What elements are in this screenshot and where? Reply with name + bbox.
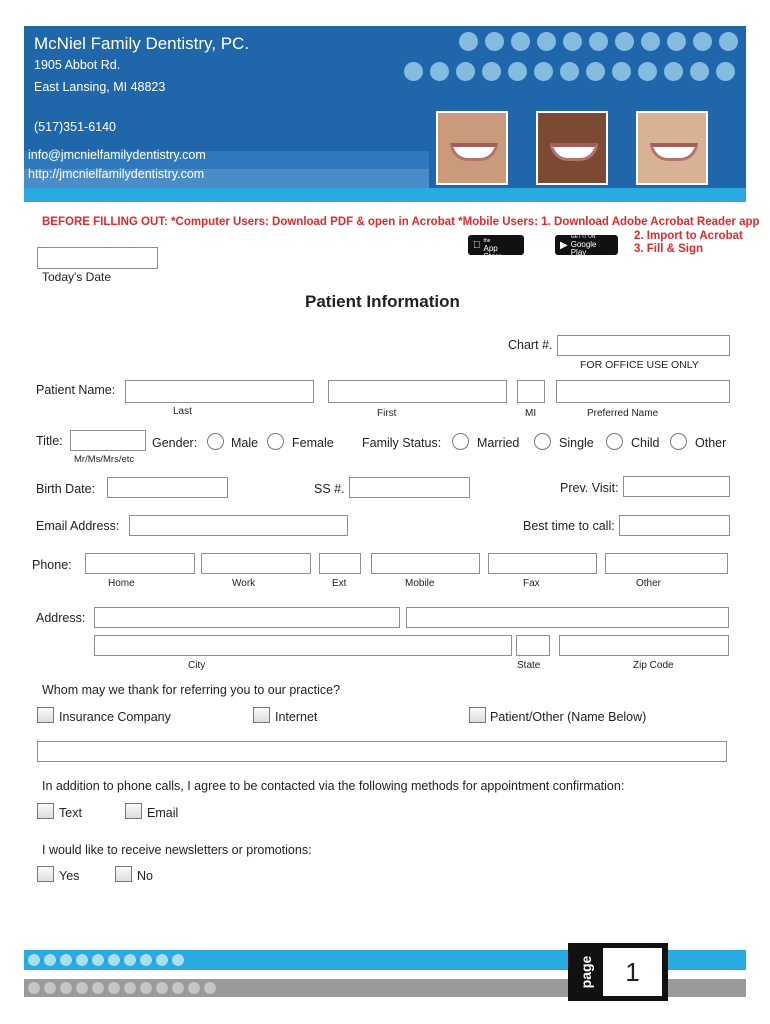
referral-insurance-label: Insurance Company bbox=[59, 710, 171, 724]
title-caption: Mr/Ms/Mrs/etc bbox=[74, 454, 135, 465]
referral-insurance-checkbox[interactable] bbox=[37, 707, 54, 723]
preferred-name-caption: Preferred Name bbox=[587, 408, 659, 419]
referral-internet-label: Internet bbox=[275, 710, 318, 724]
page-number: 1 bbox=[603, 948, 662, 996]
badge-label: Google Play bbox=[570, 240, 597, 257]
zip-code-caption: Zip Code bbox=[633, 660, 674, 671]
phone-fax-field[interactable] bbox=[488, 553, 597, 574]
status-single-label: Single bbox=[559, 436, 594, 450]
practice-website: http://jmcnielfamilydentistry.com bbox=[28, 167, 205, 181]
phone-home-caption: Home bbox=[108, 578, 135, 589]
phone-label: Phone: bbox=[32, 558, 72, 572]
badge-caption: Download on the bbox=[476, 238, 514, 244]
status-other-radio[interactable] bbox=[670, 433, 687, 450]
chart-number-field[interactable] bbox=[557, 335, 730, 356]
phone-other-caption: Other bbox=[636, 578, 662, 589]
ss-label: SS #. bbox=[314, 482, 345, 496]
contact-email-checkbox[interactable] bbox=[125, 803, 142, 819]
preferred-name-field[interactable] bbox=[556, 380, 730, 403]
gender-female-label: Female bbox=[292, 436, 334, 450]
phone-ext-field[interactable] bbox=[319, 553, 361, 574]
address-line1: 1905 Abbot Rd. bbox=[34, 58, 121, 72]
chart-label: Chart #. bbox=[508, 338, 553, 352]
status-other-label: Other bbox=[695, 436, 727, 450]
referral-internet-checkbox[interactable] bbox=[253, 707, 270, 723]
instructions-notice: BEFORE FILLING OUT: *Computer Users: Download PDF & open in Acrobat *Mobile Users: 1. Download Adobe Acrobat Reader app bbox=[42, 216, 760, 228]
practice-phone: (517)351-6140 bbox=[34, 120, 117, 134]
instructions-step3: 3. Fill & Sign bbox=[634, 243, 704, 255]
smile-photo bbox=[436, 111, 508, 185]
middle-initial-field[interactable] bbox=[517, 380, 545, 403]
first-name-field[interactable] bbox=[328, 380, 507, 403]
birth-date-label: Birth Date: bbox=[36, 482, 96, 496]
newsletter-question: I would like to receive newsletters or promotions: bbox=[42, 843, 312, 857]
phone-home-field[interactable] bbox=[85, 553, 195, 574]
status-child-label: Child bbox=[631, 436, 660, 450]
office-use-note: FOR OFFICE USE ONLY bbox=[580, 359, 699, 371]
patient-name-label: Patient Name: bbox=[36, 383, 116, 397]
smile-photo bbox=[536, 111, 608, 185]
practice-name: McNiel Family Dentistry, PC. bbox=[34, 34, 250, 53]
city-field[interactable] bbox=[94, 635, 512, 656]
contact-text-checkbox[interactable] bbox=[37, 803, 54, 819]
title-label: Title: bbox=[36, 434, 63, 448]
status-married-radio[interactable] bbox=[452, 433, 469, 450]
email-field[interactable] bbox=[129, 515, 348, 536]
phone-fax-caption: Fax bbox=[523, 578, 540, 589]
gender-label: Gender: bbox=[152, 436, 198, 450]
newsletter-no-label: No bbox=[137, 869, 153, 883]
play-icon: ▶ bbox=[560, 239, 568, 251]
decorative-dots bbox=[404, 62, 735, 81]
status-single-radio[interactable] bbox=[534, 433, 551, 450]
contact-text-label: Text bbox=[59, 806, 82, 820]
address-line2: East Lansing, MI 48823 bbox=[34, 80, 166, 94]
ss-number-field[interactable] bbox=[349, 477, 470, 498]
newsletter-no-checkbox[interactable] bbox=[115, 866, 132, 882]
decorative-dots bbox=[459, 32, 738, 51]
last-name-field[interactable] bbox=[125, 380, 314, 403]
gender-male-label: Male bbox=[231, 436, 259, 450]
app-store-badge[interactable] bbox=[468, 235, 524, 255]
practice-email: info@jmcnielfamilydentistry.com bbox=[28, 148, 206, 162]
contact-email-label: Email bbox=[147, 806, 179, 820]
referral-patient-other-checkbox[interactable] bbox=[469, 707, 486, 723]
zip-code-field[interactable] bbox=[559, 635, 729, 656]
header-stripe bbox=[24, 188, 746, 202]
address-label: Address: bbox=[36, 611, 86, 625]
best-time-field[interactable] bbox=[619, 515, 730, 536]
gender-female-radio[interactable] bbox=[267, 433, 284, 450]
badge-caption: GET IT ON bbox=[570, 234, 596, 240]
todays-date-label: Today's Date bbox=[42, 270, 111, 284]
header-banner bbox=[24, 26, 746, 188]
page-word: page bbox=[578, 955, 594, 989]
address-line1-field[interactable] bbox=[94, 607, 400, 628]
prev-visit-label: Prev. Visit: bbox=[560, 481, 619, 495]
todays-date-field[interactable] bbox=[37, 247, 158, 269]
state-field[interactable] bbox=[516, 635, 550, 656]
prev-visit-field[interactable] bbox=[623, 476, 730, 497]
phone-work-field[interactable] bbox=[201, 553, 311, 574]
phone-other-field[interactable] bbox=[605, 553, 728, 574]
city-caption: City bbox=[188, 660, 206, 671]
mi-caption: MI bbox=[525, 408, 537, 419]
phone-ext-caption: Ext bbox=[332, 578, 347, 589]
section-title: Patient Information bbox=[305, 292, 460, 311]
email-label: Email Address: bbox=[36, 519, 120, 533]
referral-question: Whom may we thank for referring you to our practice? bbox=[42, 683, 341, 697]
contact-question: In addition to phone calls, I agree to be contacted via the following methods for appointment confirmation: bbox=[42, 779, 625, 793]
phone-mobile-caption: Mobile bbox=[405, 578, 435, 589]
phone-mobile-field[interactable] bbox=[371, 553, 480, 574]
state-caption: State bbox=[517, 660, 541, 671]
newsletter-yes-label: Yes bbox=[59, 869, 80, 883]
smile-photo bbox=[636, 111, 708, 185]
referral-name-field[interactable] bbox=[37, 741, 727, 762]
google-play-badge[interactable] bbox=[555, 235, 618, 255]
family-status-label: Family Status: bbox=[362, 436, 442, 450]
best-time-label: Best time to call: bbox=[523, 519, 615, 533]
status-married-label: Married bbox=[477, 436, 520, 450]
address-line2-field[interactable] bbox=[406, 607, 729, 628]
apple-icon bbox=[473, 240, 481, 251]
referral-patient-other-label: Patient/Other (Name Below) bbox=[490, 710, 647, 724]
last-name-caption: Last bbox=[173, 406, 192, 417]
birth-date-field[interactable] bbox=[107, 477, 228, 498]
newsletter-yes-checkbox[interactable] bbox=[37, 866, 54, 882]
phone-work-caption: Work bbox=[232, 578, 256, 589]
status-child-radio[interactable] bbox=[606, 433, 623, 450]
title-field[interactable] bbox=[70, 430, 146, 451]
gender-male-radio[interactable] bbox=[207, 433, 224, 450]
badge-label: App Store bbox=[476, 244, 512, 253]
first-name-caption: First bbox=[377, 408, 397, 419]
instructions-step2: 2. Import to Acrobat bbox=[634, 230, 743, 242]
